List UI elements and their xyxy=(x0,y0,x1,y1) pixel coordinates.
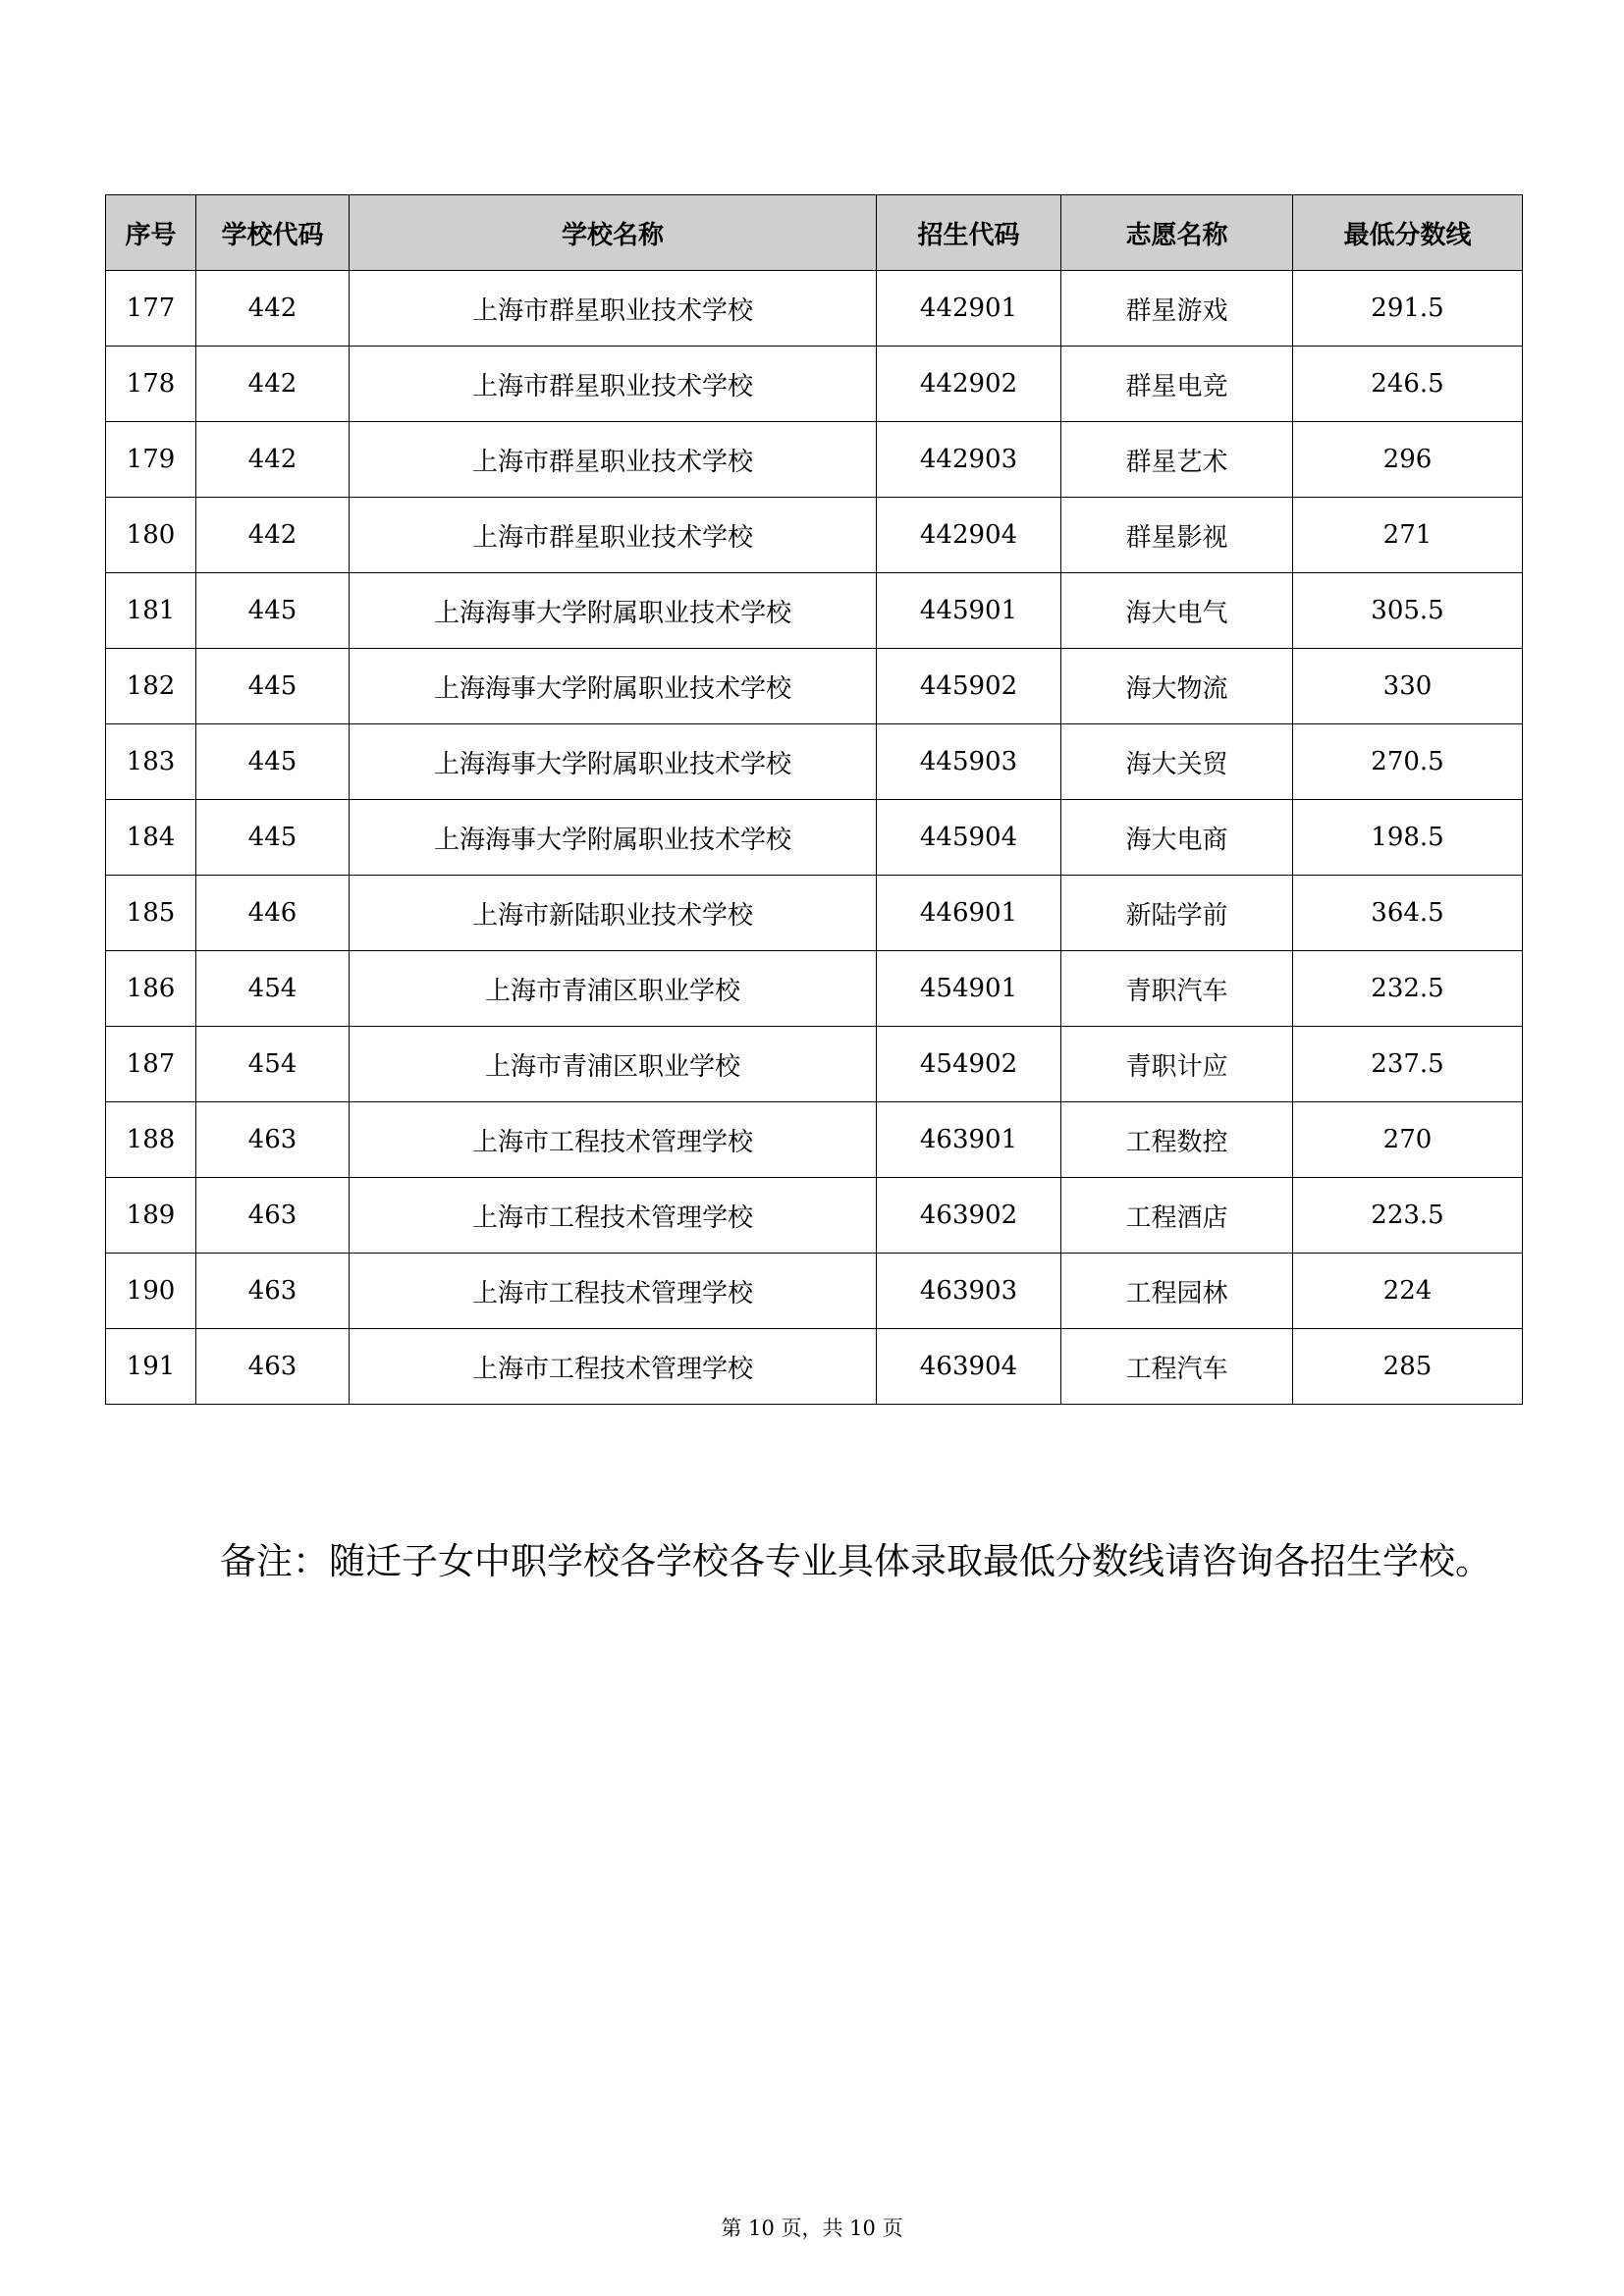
cell-school-code: 442 xyxy=(196,347,350,422)
cell-school-code: 442 xyxy=(196,271,350,347)
table-body xyxy=(106,271,1523,1405)
cell-school-name: 上海海事大学附属职业技术学校 xyxy=(350,724,877,800)
cell-enrollment-code: 463901 xyxy=(877,1102,1061,1178)
cell-program-name: 海大物流 xyxy=(1061,649,1293,724)
cell-school-code: 463 xyxy=(196,1329,350,1405)
cell-enrollment-code: 442901 xyxy=(877,271,1061,347)
cell-enrollment-code: 445901 xyxy=(877,573,1061,649)
remark-note: 备注：随迁子女中职学校各学校各专业具体录取最低分数线请咨询各招生学校。 xyxy=(220,1540,1491,1582)
cell-index: 182 xyxy=(106,649,196,724)
cell-school-code: 445 xyxy=(196,573,350,649)
cell-school-name: 上海市工程技术管理学校 xyxy=(350,1254,877,1329)
table-row xyxy=(106,649,1523,724)
table-row xyxy=(106,724,1523,800)
cell-min-score: 270 xyxy=(1293,1102,1523,1178)
cell-school-code: 445 xyxy=(196,724,350,800)
cell-school-code: 442 xyxy=(196,498,350,573)
cell-school-name: 上海市新陆职业技术学校 xyxy=(350,876,877,951)
cell-index: 189 xyxy=(106,1178,196,1254)
header-program-name: 志愿名称 xyxy=(1061,195,1293,271)
cell-index: 190 xyxy=(106,1254,196,1329)
cell-enrollment-code: 442904 xyxy=(877,498,1061,573)
cell-min-score: 364.5 xyxy=(1293,876,1523,951)
cell-school-name: 上海海事大学附属职业技术学校 xyxy=(350,649,877,724)
cell-school-name: 上海海事大学附属职业技术学校 xyxy=(350,800,877,876)
cell-program-name: 青职计应 xyxy=(1061,1027,1293,1102)
cell-index: 177 xyxy=(106,271,196,347)
cell-school-name: 上海市群星职业技术学校 xyxy=(350,271,877,347)
header-school-code: 学校代码 xyxy=(196,195,350,271)
cell-index: 178 xyxy=(106,347,196,422)
cell-program-name: 工程园林 xyxy=(1061,1254,1293,1329)
cell-program-name: 群星电竞 xyxy=(1061,347,1293,422)
cell-school-code: 463 xyxy=(196,1102,350,1178)
cell-min-score: 198.5 xyxy=(1293,800,1523,876)
cell-enrollment-code: 442903 xyxy=(877,422,1061,498)
cell-program-name: 海大电商 xyxy=(1061,800,1293,876)
table-row xyxy=(106,1178,1523,1254)
cell-school-code: 442 xyxy=(196,422,350,498)
table-row xyxy=(106,498,1523,573)
page-footer: 第 10 页，共 10 页 xyxy=(721,2216,903,2240)
cell-enrollment-code: 454901 xyxy=(877,951,1061,1027)
cell-min-score: 296 xyxy=(1293,422,1523,498)
table-row xyxy=(106,951,1523,1027)
cell-min-score: 270.5 xyxy=(1293,724,1523,800)
cell-program-name: 工程数控 xyxy=(1061,1102,1293,1178)
table-row xyxy=(106,271,1523,347)
cell-school-code: 463 xyxy=(196,1178,350,1254)
cell-program-name: 海大关贸 xyxy=(1061,724,1293,800)
cell-min-score: 224 xyxy=(1293,1254,1523,1329)
cell-enrollment-code: 442902 xyxy=(877,347,1061,422)
cell-program-name: 群星艺术 xyxy=(1061,422,1293,498)
cell-index: 186 xyxy=(106,951,196,1027)
table-row xyxy=(106,876,1523,951)
table-row xyxy=(106,422,1523,498)
cell-school-name: 上海市工程技术管理学校 xyxy=(350,1102,877,1178)
cell-school-name: 上海市工程技术管理学校 xyxy=(350,1329,877,1405)
table-row xyxy=(106,573,1523,649)
table-row xyxy=(106,1102,1523,1178)
cell-school-code: 454 xyxy=(196,1027,350,1102)
cell-min-score: 285 xyxy=(1293,1329,1523,1405)
cell-enrollment-code: 445903 xyxy=(877,724,1061,800)
cell-program-name: 工程酒店 xyxy=(1061,1178,1293,1254)
cell-program-name: 新陆学前 xyxy=(1061,876,1293,951)
cell-school-code: 446 xyxy=(196,876,350,951)
cell-index: 185 xyxy=(106,876,196,951)
cell-min-score: 223.5 xyxy=(1293,1178,1523,1254)
cell-min-score: 246.5 xyxy=(1293,347,1523,422)
cell-index: 187 xyxy=(106,1027,196,1102)
cell-school-name: 上海市青浦区职业学校 xyxy=(350,1027,877,1102)
cell-index: 180 xyxy=(106,498,196,573)
cell-enrollment-code: 463904 xyxy=(877,1329,1061,1405)
header-index: 序号 xyxy=(106,195,196,271)
cell-program-name: 海大电气 xyxy=(1061,573,1293,649)
cell-program-name: 群星影视 xyxy=(1061,498,1293,573)
cell-program-name: 群星游戏 xyxy=(1061,271,1293,347)
cell-enrollment-code: 445902 xyxy=(877,649,1061,724)
cell-school-name: 上海市群星职业技术学校 xyxy=(350,347,877,422)
cell-min-score: 330 xyxy=(1293,649,1523,724)
cell-school-code: 445 xyxy=(196,800,350,876)
cell-school-code: 445 xyxy=(196,649,350,724)
cell-index: 179 xyxy=(106,422,196,498)
header-row xyxy=(106,195,1523,271)
cell-school-name: 上海市工程技术管理学校 xyxy=(350,1178,877,1254)
cell-school-name: 上海市群星职业技术学校 xyxy=(350,498,877,573)
cell-school-name: 上海市青浦区职业学校 xyxy=(350,951,877,1027)
cell-school-code: 463 xyxy=(196,1254,350,1329)
cell-enrollment-code: 463903 xyxy=(877,1254,1061,1329)
header-school-name: 学校名称 xyxy=(350,195,877,271)
cell-min-score: 232.5 xyxy=(1293,951,1523,1027)
cell-enrollment-code: 463902 xyxy=(877,1178,1061,1254)
cell-index: 191 xyxy=(106,1329,196,1405)
table-row xyxy=(106,347,1523,422)
table-row xyxy=(106,1254,1523,1329)
cell-school-code: 454 xyxy=(196,951,350,1027)
cell-index: 181 xyxy=(106,573,196,649)
cell-min-score: 271 xyxy=(1293,498,1523,573)
cell-program-name: 工程汽车 xyxy=(1061,1329,1293,1405)
cell-school-name: 上海市群星职业技术学校 xyxy=(350,422,877,498)
table-header xyxy=(106,195,1523,271)
cell-enrollment-code: 454902 xyxy=(877,1027,1061,1102)
cell-enrollment-code: 445904 xyxy=(877,800,1061,876)
cell-min-score: 237.5 xyxy=(1293,1027,1523,1102)
table-row xyxy=(106,1027,1523,1102)
header-min-score: 最低分数线 xyxy=(1293,195,1523,271)
admission-score-table xyxy=(105,194,1523,1405)
header-enrollment-code: 招生代码 xyxy=(877,195,1061,271)
cell-index: 184 xyxy=(106,800,196,876)
cell-min-score: 291.5 xyxy=(1293,271,1523,347)
cell-enrollment-code: 446901 xyxy=(877,876,1061,951)
table-row xyxy=(106,1329,1523,1405)
cell-school-name: 上海海事大学附属职业技术学校 xyxy=(350,573,877,649)
cell-min-score: 305.5 xyxy=(1293,573,1523,649)
cell-index: 183 xyxy=(106,724,196,800)
table-row xyxy=(106,800,1523,876)
cell-index: 188 xyxy=(106,1102,196,1178)
cell-program-name: 青职汽车 xyxy=(1061,951,1293,1027)
